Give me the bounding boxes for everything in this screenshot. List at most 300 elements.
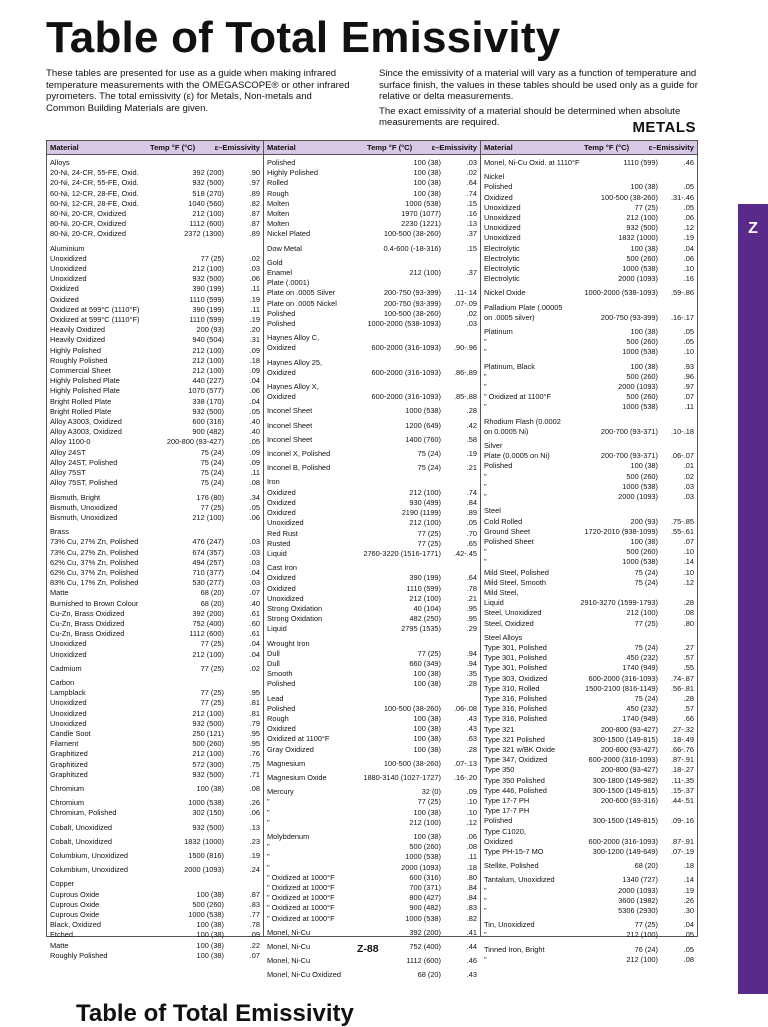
- temp-cell: 2910-3270 (1599-1793): [580, 598, 658, 608]
- emissivity-cell: [224, 879, 260, 889]
- material-cell: Molybdenum: [267, 831, 310, 841]
- emissivity-cell: [441, 278, 477, 288]
- material-cell: Inconel X, Polished: [267, 449, 331, 459]
- emissivity-cell: .58: [466, 434, 477, 444]
- table-row: [484, 402, 694, 412]
- material-cell: Oxidized: [267, 367, 296, 377]
- table-row: [50, 709, 260, 719]
- temp-cell: 100 (38): [196, 950, 224, 960]
- table-row: [484, 568, 694, 578]
- material-cell: ": [267, 807, 270, 817]
- material-cell: Aluminium: [50, 243, 85, 253]
- material-cell: Filament: [50, 739, 79, 749]
- table-row: [50, 493, 260, 503]
- temp-cell: 1000 (538): [405, 852, 441, 862]
- emissivity-cell: .30: [683, 906, 694, 916]
- emissivity-cell: .04: [683, 920, 694, 930]
- material-cell: ": [484, 895, 487, 905]
- emissivity-cell: .84: [466, 893, 477, 903]
- emissivity-cell: .34: [249, 492, 260, 502]
- material-cell: Unoxidized: [484, 202, 521, 212]
- temp-cell: 600 (316): [409, 872, 441, 882]
- table-row: [267, 604, 477, 614]
- column-header: [481, 141, 697, 155]
- temp-cell: 500 (260): [626, 471, 658, 481]
- table-row: [50, 749, 260, 759]
- temp-cell: 932 (500): [192, 718, 224, 728]
- header-material: Material: [267, 143, 296, 152]
- table-row: [267, 724, 477, 734]
- emissivity-cell: .71: [249, 769, 260, 779]
- material-cell: Steel, Oxidized: [484, 618, 534, 628]
- emissivity-cell: .05: [249, 502, 260, 512]
- temp-cell: [580, 633, 658, 643]
- emissivity-cell: .11-.14: [454, 288, 477, 298]
- emissivity-cell: .76: [249, 749, 260, 759]
- temp-cell: 200 (93): [630, 516, 658, 526]
- table-row: [484, 223, 694, 233]
- emissivity-cell: .09: [249, 345, 260, 355]
- temp-cell: [363, 477, 441, 487]
- emissivity-cell: .82: [466, 913, 477, 923]
- material-cell: Alloy 75ST, Polished: [50, 478, 118, 488]
- emissivity-cell: .19: [249, 851, 260, 860]
- material-cell: Unoxidized: [267, 518, 304, 528]
- material-cell: Alloy 75ST: [50, 468, 86, 478]
- header-emissivity: ε–Emissivity: [648, 143, 694, 152]
- material-cell: Copper: [50, 879, 75, 889]
- material-cell: Polished: [267, 703, 296, 713]
- table-row: [484, 816, 694, 826]
- emissivity-cell: .78: [466, 583, 477, 593]
- material-cell: Bright Rolled Plate: [50, 406, 112, 416]
- table-row: [267, 382, 477, 392]
- temp-cell: 2760-3220 (1516-1771): [363, 548, 441, 558]
- temp-cell: 212 (100): [192, 264, 224, 274]
- emissivity-cell: .84: [466, 497, 477, 507]
- table-row: [50, 417, 260, 427]
- temp-cell: 900 (482): [192, 427, 224, 437]
- table-row: [484, 608, 694, 618]
- temp-cell: 660 (349): [409, 658, 441, 668]
- temp-cell: 932 (500): [192, 178, 224, 188]
- emissivity-cell: .74-.87: [670, 673, 694, 683]
- material-cell: ": [267, 817, 270, 827]
- material-cell: Rough: [267, 713, 289, 723]
- temp-cell: 100 (38): [196, 889, 224, 899]
- table-row: [484, 203, 694, 213]
- material-cell: Tin, Unoxidized: [484, 920, 535, 930]
- temp-cell: 77 (25): [200, 502, 224, 512]
- temp-cell: 1070 (577): [188, 386, 224, 396]
- temp-cell: [580, 172, 658, 182]
- temp-cell: 932 (500): [192, 274, 224, 284]
- table-row: [50, 698, 260, 708]
- emissivity-cell: .82: [249, 198, 260, 208]
- material-cell: Unoxidized: [50, 274, 87, 284]
- emissivity-cell: [224, 158, 260, 168]
- material-cell: Burnished to Brown Colour: [50, 598, 139, 608]
- material-cell: Monel, Ni-Cu Oxidized: [267, 970, 341, 980]
- emissivity-cell: .18: [466, 862, 477, 872]
- material-cell: Type 303, Oxidized: [484, 673, 548, 683]
- emissivity-cell: .09: [466, 787, 477, 797]
- material-cell: Heavily Oxidized: [50, 335, 106, 345]
- material-cell: Type 350: [484, 765, 515, 775]
- temp-cell: [363, 278, 441, 288]
- emissivity-cell: .95: [249, 739, 260, 749]
- header-material: Material: [50, 143, 79, 152]
- table-row: [267, 970, 477, 980]
- emissivity-cell: .37: [466, 268, 477, 278]
- table-row: [484, 372, 694, 382]
- temp-cell: 200-700 (93-371): [600, 426, 658, 436]
- emissivity-cell: .28: [466, 406, 477, 416]
- table-row: [50, 229, 260, 239]
- emissivity-cell: .05: [466, 518, 477, 528]
- page-title: Table of Total Emissivity: [46, 13, 561, 62]
- material-cell: Matte: [50, 588, 69, 598]
- emissivity-cell: .18: [249, 355, 260, 365]
- material-cell: Liquid: [484, 598, 504, 608]
- temp-cell: 940 (504): [192, 335, 224, 345]
- table-row: [50, 739, 260, 749]
- temp-cell: 300-1200 (149-649): [592, 847, 658, 856]
- emissivity-cell: .28: [466, 679, 477, 689]
- material-cell: Type 301, Polished: [484, 653, 547, 663]
- temp-cell: 2000 (1093): [618, 885, 658, 895]
- material-cell: " Oxidized at 1000°F: [267, 883, 335, 892]
- emissivity-cell: .66-.76: [670, 744, 694, 754]
- emissivity-cell: .04: [249, 649, 260, 659]
- temp-cell: 700 (371): [409, 883, 441, 892]
- table-row: [267, 358, 477, 368]
- section-tab-letter: Z: [748, 220, 758, 237]
- temp-cell: 100-500 (38-260): [383, 229, 441, 239]
- emissivity-cell: .05: [249, 437, 260, 447]
- emissivity-cell: .77: [249, 910, 260, 920]
- temp-cell: 77 (25): [417, 528, 441, 538]
- material-cell: Cu-Zn, Brass Oxidized: [50, 618, 125, 628]
- material-cell: Liquid: [267, 624, 287, 634]
- material-cell: Chromium, Polished: [50, 808, 117, 818]
- table-row: [484, 441, 694, 451]
- material-cell: Stellite, Polished: [484, 861, 539, 871]
- material-cell: Cold Rolled: [484, 516, 523, 526]
- header-emissivity: ε–Emissivity: [431, 143, 477, 152]
- temp-cell: 212 (100): [192, 649, 224, 659]
- material-cell: Plate (.0001): [267, 278, 310, 288]
- table-row: [267, 392, 477, 402]
- table-row: [267, 463, 477, 473]
- temp-cell: 200-800 (93-427): [166, 437, 224, 447]
- temp-cell: [580, 588, 658, 598]
- table-row: [484, 461, 694, 471]
- table-row: [50, 325, 260, 335]
- table-row: [484, 327, 694, 337]
- table-row: [484, 492, 694, 502]
- temp-cell: 932 (500): [192, 769, 224, 779]
- material-cell: Etched: [50, 930, 74, 940]
- table-row: [267, 189, 477, 199]
- emissivity-cell: .89: [249, 229, 260, 239]
- temp-cell: 1110 (599): [406, 583, 441, 593]
- table-row: [267, 343, 477, 353]
- temp-cell: 75 (24): [417, 449, 441, 459]
- header-emissivity: ε–Emissivity: [214, 143, 260, 152]
- emissivity-cell: .97: [249, 178, 260, 188]
- temp-cell: 710 (377): [192, 567, 224, 577]
- temp-cell: [580, 303, 658, 313]
- temp-cell: 572 (300): [192, 759, 224, 769]
- table-row: [50, 678, 260, 688]
- emissivity-cell: .13: [466, 219, 477, 229]
- emissivity-cell: .90-.96: [453, 343, 477, 353]
- material-cell: " Oxidized at 1000°F: [267, 872, 335, 882]
- table-row: [484, 653, 694, 663]
- material-cell: ": [484, 885, 487, 895]
- material-cell: Unoxidized: [50, 264, 87, 274]
- emissivity-cell: .05: [683, 182, 694, 192]
- table-row: [50, 244, 260, 254]
- emissivity-cell: .06: [683, 253, 694, 263]
- temp-cell: 1500 (816): [188, 851, 224, 860]
- emissivity-cell: [224, 678, 260, 688]
- temp-cell: 2000 (1093): [618, 492, 658, 502]
- temp-cell: 300-1500 (149-815): [592, 734, 658, 744]
- table-row: [50, 376, 260, 386]
- emissivity-cell: .07-.19: [670, 847, 694, 856]
- emissivity-cell: .63: [466, 734, 477, 744]
- table-row: [50, 219, 260, 229]
- table-row: [267, 797, 477, 807]
- emissivity-cell: .03: [249, 557, 260, 567]
- temp-cell: [580, 441, 658, 451]
- temp-cell: 2000 (1093): [618, 382, 658, 392]
- material-cell: Monel, Ni-Cu Oxid. at 1110°F: [484, 158, 580, 167]
- temp-cell: [363, 382, 441, 392]
- temp-cell: 500 (260): [192, 739, 224, 749]
- temp-cell: 1832 (1000): [618, 233, 658, 243]
- temp-cell: 1970 (1077): [401, 209, 441, 219]
- column-header: [47, 141, 263, 155]
- temp-cell: 600-2000 (316-1093): [371, 367, 441, 377]
- emissivity-cell: .20: [249, 325, 260, 335]
- temp-cell: 500 (260): [626, 371, 658, 381]
- temp-cell: 1000 (538): [405, 913, 441, 923]
- emissivity-cell: .05: [683, 202, 694, 212]
- temp-cell: 100 (38): [413, 724, 441, 734]
- temp-cell: 0.4-600 (-18-316): [383, 243, 441, 253]
- emissivity-cell: .55: [683, 663, 694, 673]
- emissivity-cell: .81: [249, 698, 260, 708]
- material-cell: Polished: [484, 461, 513, 471]
- table-row: [484, 233, 694, 243]
- emissivity-cell: .87-.91: [670, 755, 694, 765]
- temp-cell: 212 (100): [626, 930, 658, 940]
- table-row: [50, 478, 260, 488]
- emissivity-cell: .02: [466, 308, 477, 318]
- emissivity-cell: .83: [249, 899, 260, 909]
- material-cell: Alloy A3003, Oxidized: [50, 427, 122, 437]
- emissivity-cell: .64: [466, 178, 477, 188]
- temp-cell: [363, 639, 441, 649]
- material-cell: on .0005 silver): [484, 312, 535, 322]
- emissivity-cell: .65: [466, 538, 477, 548]
- temp-cell: 212 (100): [409, 487, 441, 497]
- material-cell: Commercial Sheet: [50, 366, 111, 376]
- material-cell: Tantalum, Unoxidized: [484, 875, 555, 885]
- material-cell: Plate on .0005 Silver: [267, 288, 336, 298]
- emissivity-cell: .06-.08: [453, 703, 477, 713]
- material-cell: " Oxidized at 1000°F: [267, 903, 335, 913]
- material-cell: Type 321 w/BK Oxide: [484, 744, 556, 754]
- table-row: [484, 745, 694, 755]
- table-row: [267, 832, 477, 842]
- table-row: [50, 558, 260, 568]
- material-cell: Graphitized: [50, 769, 88, 779]
- temp-cell: 212 (100): [192, 355, 224, 365]
- material-cell: Inconel B, Polished: [267, 463, 331, 473]
- material-cell: Unoxidized: [267, 593, 304, 603]
- temp-cell: 200-800 (93-427): [600, 744, 658, 754]
- table-row: [50, 729, 260, 739]
- material-cell: Bismuth, Bright: [50, 492, 101, 502]
- material-cell: Dow Metal: [267, 243, 302, 253]
- emissivity-cell: .15: [466, 198, 477, 208]
- emissivity-cell: .56-.81: [670, 683, 694, 693]
- temp-cell: 530 (277): [192, 578, 224, 588]
- table-row: [484, 288, 694, 298]
- table-row: [50, 366, 260, 376]
- material-cell: Oxidized: [484, 836, 513, 846]
- temp-cell: 1000 (538): [622, 347, 658, 357]
- column-header: [264, 141, 480, 155]
- material-cell: Ground Sheet: [484, 526, 531, 536]
- emissivity-cell: .07-.13: [453, 758, 477, 768]
- temp-cell: 100 (38): [413, 744, 441, 754]
- table-row: [267, 435, 477, 445]
- table-row: [484, 537, 694, 547]
- temp-cell: 2190 (1199): [401, 508, 441, 518]
- temp-cell: 200-800 (93-427): [600, 765, 658, 775]
- temp-cell: 200-750 (93-399): [383, 288, 441, 298]
- material-cell: Oxidized: [267, 343, 296, 353]
- table-row: [50, 386, 260, 396]
- emissivity-cell: .59-.86: [670, 288, 694, 298]
- temp-cell: 450 (232): [626, 653, 658, 663]
- temp-cell: 300-1500 (149-815): [592, 785, 658, 795]
- emissivity-cell: [441, 639, 477, 649]
- temp-cell: 68 (20): [634, 861, 658, 871]
- material-cell: Type 316, Polished: [484, 704, 547, 714]
- temp-cell: 200-750 (93-399): [383, 298, 441, 308]
- temp-cell: 100 (38): [413, 168, 441, 178]
- table-row: [484, 482, 694, 492]
- table-row: [484, 906, 694, 916]
- emissivity-cell: .37: [466, 229, 477, 239]
- temp-cell: 1000 (538): [188, 910, 224, 920]
- emissivity-cell: .18-.49: [670, 734, 694, 744]
- temp-cell: 75 (24): [634, 577, 658, 587]
- table-row: [50, 920, 260, 930]
- temp-cell: [363, 258, 441, 268]
- temp-cell: [580, 827, 658, 837]
- column-rows: [47, 155, 263, 961]
- material-cell: Strong Oxidation: [267, 603, 323, 613]
- emissivity-cell: .09: [249, 366, 260, 376]
- table-row: [267, 209, 477, 219]
- table-row: [267, 549, 477, 559]
- emissivity-cell: .16: [683, 274, 694, 284]
- emissivity-cell: .46: [466, 956, 477, 966]
- table-row: [50, 548, 260, 558]
- emissivity-cell: [658, 588, 694, 598]
- material-cell: Red Rust: [267, 528, 298, 538]
- temp-cell: 2372 (1300): [184, 229, 224, 239]
- emissivity-cell: .89: [249, 188, 260, 198]
- material-cell: Rolled: [267, 178, 288, 188]
- table-row: [484, 714, 694, 724]
- table-row: [484, 796, 694, 806]
- table-row: [267, 518, 477, 528]
- material-cell: ": [267, 797, 270, 807]
- emissivity-cell: .03: [249, 547, 260, 557]
- table-row: [267, 883, 477, 893]
- emissivity-cell: [224, 244, 260, 254]
- table-row: [267, 734, 477, 744]
- table-row: [484, 547, 694, 557]
- temp-cell: 600-2000 (316-1093): [371, 392, 441, 402]
- temp-cell: 476 (247): [192, 537, 224, 547]
- temp-cell: 390 (199): [192, 304, 224, 314]
- temp-cell: 212 (100): [626, 608, 658, 618]
- temp-cell: 932 (500): [192, 406, 224, 416]
- emissivity-cell: .06: [249, 808, 260, 818]
- temp-cell: 77 (25): [417, 648, 441, 658]
- table-row: [50, 397, 260, 407]
- material-cell: 62% Cu, 37% Zn, Polished: [50, 557, 139, 567]
- temp-cell: 500 (260): [626, 392, 658, 402]
- table-column-1: [47, 141, 264, 960]
- material-cell: Unoxidized: [50, 639, 87, 649]
- material-cell: Magnesium Oxide: [267, 772, 327, 782]
- column-rows: [481, 155, 697, 965]
- material-cell: Liquid: [267, 548, 287, 558]
- material-cell: Unoxidized: [484, 233, 521, 243]
- temp-cell: 68 (20): [200, 598, 224, 608]
- material-cell: Cast Iron: [267, 563, 297, 573]
- material-cell: Type 316, Polished: [484, 693, 547, 703]
- table-row: [50, 305, 260, 315]
- emissivity-cell: .61: [249, 629, 260, 639]
- material-cell: Highly Polished Plate: [50, 386, 120, 396]
- table-row: [267, 759, 477, 769]
- table-row: [267, 649, 477, 659]
- material-cell: Highly Polished: [267, 168, 318, 178]
- temp-cell: 752 (400): [409, 942, 441, 952]
- emissivity-cell: .19: [683, 233, 694, 243]
- table-row: [267, 406, 477, 416]
- emissivity-cell: .07: [683, 392, 694, 402]
- table-row: [267, 299, 477, 309]
- emissivity-cell: .80: [683, 618, 694, 628]
- table-row: [50, 346, 260, 356]
- temp-cell: 212 (100): [192, 345, 224, 355]
- emissivity-cell: .41: [466, 927, 477, 937]
- temp-cell: 1000 (538): [188, 798, 224, 808]
- emissivity-cell: .06: [249, 386, 260, 396]
